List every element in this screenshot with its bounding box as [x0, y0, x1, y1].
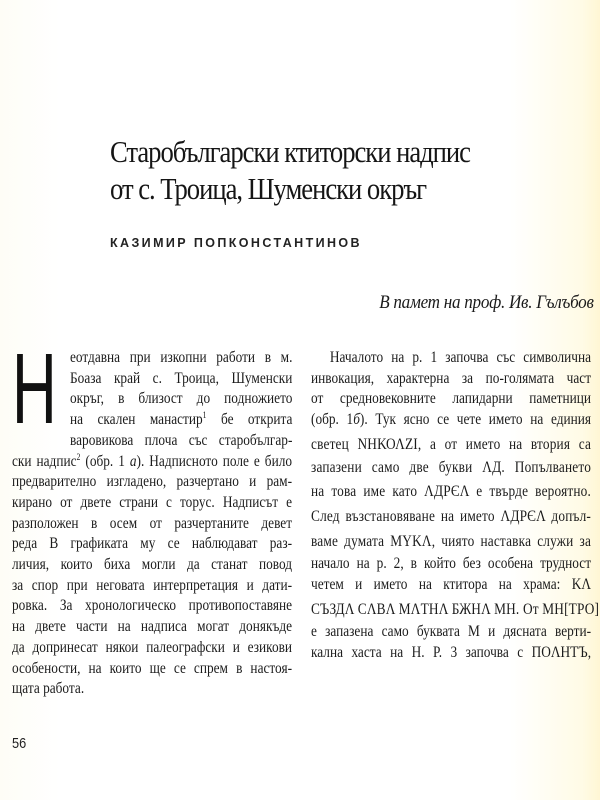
body-line: окръг, в близост до подножието [70, 390, 293, 408]
body-line: ваме думата ΜΥΚΛ, чиято наставка служи за [311, 532, 592, 550]
figure-ref: а [129, 452, 137, 470]
body-line: варовикова плоча със старобългар- [70, 431, 293, 449]
body-text: ). Тук ясно се чете името на единия [359, 411, 592, 429]
body-line: светец ΝΗΚΟΛΖΙ, а от името на втория са [311, 435, 592, 453]
body-line: разположен в осем от разчертаните девет [12, 514, 293, 532]
body-text: ). Надписното поле е било [136, 452, 293, 470]
body-line [12, 452, 292, 473]
body-line: Началото на р. 1 започва със символична [329, 349, 592, 366]
body-line: еотдавна при изкопни работи в м. [70, 349, 293, 366]
body-line: предварително изгладено, разчертано и рам- [12, 473, 293, 491]
drop-cap: Н [12, 333, 57, 445]
body-line: да допринесат някои палеографски и езикови [12, 638, 293, 656]
body-line: на това име като ΛДΡЄΛ е твърде вероятно. [311, 483, 592, 501]
body-line: е запазена само буквата Μ и дясната верти- [311, 623, 592, 641]
body-line: СЪЗДΛ СΛВΛ ΜΛТНΛ БЖНΛ ΜΗ. От ΜΗ[ТРО] [311, 600, 600, 618]
body-text: (обр. 1 [311, 411, 354, 429]
body-text: ски надпис [12, 452, 77, 470]
title-line-2: от с. Троица, Шуменски окръг [110, 171, 427, 206]
body-line: инвокация, характерна за по-голямата част [311, 369, 592, 387]
body-line: кална хаста на Н. Р. 3 започва с ПОΛНТЪ, [311, 644, 592, 662]
body-text: (обр. 1 [80, 452, 130, 470]
body-line: След възстановяване на името ΛДΡЄΛ допъл- [311, 507, 592, 525]
dedication: В памет на проф. Ив. Гълъбов [379, 292, 594, 313]
article-title [110, 133, 506, 207]
body-line: особености, на които ще се спрем в настоя- [12, 659, 293, 677]
body-line: на двете части на надписа могат донякъде [12, 618, 293, 636]
body-line: личия, които биха могли да станат повод [12, 556, 293, 574]
body-line: ровка. За хронологическо противопоставяне [12, 597, 293, 615]
body-line: четем и името на ктитора на храма: ΚΛ [311, 576, 592, 594]
left-column [12, 333, 293, 700]
right-column [311, 348, 600, 664]
body-line: реда В графиката му се наблюдават раз- [12, 535, 293, 553]
body-line [311, 410, 591, 431]
body-text: бе открита [206, 411, 293, 429]
body-line: щата работа. [12, 680, 85, 698]
body-line [70, 410, 292, 431]
footnote-ref-1[interactable]: 1 [202, 409, 207, 420]
body-line: кирано от двете страни с торус. Надписът е [12, 493, 293, 511]
footnote-ref-2[interactable]: 2 [76, 451, 81, 462]
body-line: Боаза край с. Троица, Шуменски [70, 369, 293, 387]
figure-ref: б [353, 411, 360, 429]
body-line: от средновековните лапидарни паметници [311, 390, 592, 408]
body-text: на скален манастир [70, 411, 203, 429]
page-number: 56 [12, 735, 27, 752]
body-line: за спор при неговата интерпретация и дати- [12, 576, 293, 594]
title-line-1: Старобългарски ктиторски надпис [110, 134, 470, 169]
author-name: КАЗИМИР ПОПКОНСТАНТИНОВ [110, 236, 362, 250]
body-line: запазени само две букви ΛД. Попълването [311, 458, 592, 476]
body-line: начало на р. 2, в който без особена трудност [311, 555, 592, 573]
